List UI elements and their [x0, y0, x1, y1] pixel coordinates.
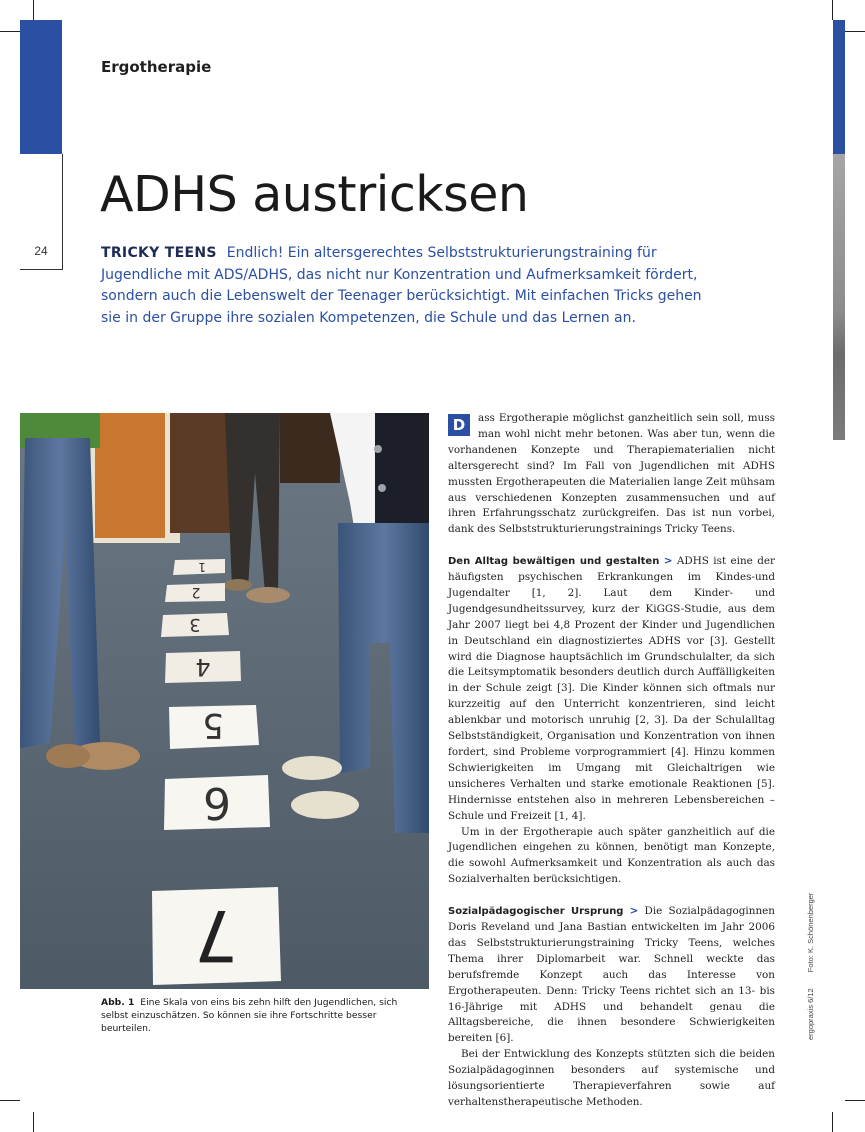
crop-mark — [0, 1100, 20, 1101]
caption-label: Abb. 1 — [101, 997, 135, 1008]
edge-photo-strip — [833, 154, 845, 440]
paragraph-text: Bei der Entwicklung des Konzepts stützten sich die beiden Sozialpädagoginnen besonders auf systemische und lösungsorientierte Therapieverfahren sowie auf verhaltenstherapeutische Methoden. — [448, 1048, 775, 1108]
kicker: TRICKY TEENS — [101, 245, 217, 261]
arrow-icon: > — [663, 555, 673, 568]
body-column — [448, 411, 775, 1111]
paragraph-text: Die Sozialpädagoginnen Doris Reveland und Jana Bastian entwickelten im Jahr 2006 das Selbststrukturierungstraining Tricky Teens, welches Thema ihrer Diplomarbeit war. Schnell weckte das berufsfremde Konzept auch das Interesse von Ergotherapeuten. Denn: Tricky Teens richtet sich an 13- bis 16-Jährige mit ADHS und behandelt genau die Alltagsbereiche, die ihnen besondere Schwierigkeiten bereiten [6]. — [448, 905, 775, 1045]
card-number: 7 — [193, 894, 239, 976]
crop-mark — [845, 31, 865, 32]
photo-illustration — [20, 413, 429, 989]
figure-caption — [101, 996, 419, 1035]
drop-cap: D — [448, 414, 470, 436]
paragraph-text: ADHS ist eine der häufigsten psychischen Erkrankungen im Kindes-und Jugendalter [1, 2]. Laut dem Kinder- und Jugendgesundheitssurvey, kurz der KiGGS-Studie, aus dem Jahr 2007 liegt bei 4,8 Prozent der Kinder und Jugendlichen in Deutschland ein diagnostiziertes ADHS vor [3]. Gestellt wird die Diagnose hauptsächlich im Grundschulalter, da sich die Leitsymptomatik besonders deutlich durch Auffälligkeiten in der Schule zeigt [3]. Die Kinder können sich oftmals nur kurzzeitig auf den Unterricht konzentrieren, sind leicht ablenkbar und motorisch unruhig [2, 3]. Da der Schulalltag Selbstständigkeit, Organisation und Konzentration von ihnen fordert, sind Probleme vorprogrammiert [4]. Hinzu kommen Schwierigkeiten im Umgang mit Gleichaltrigen wie unsicheres Verhalten und starke emotionale Reaktionen [5]. Hindernisse entstehen also in mehreren Lebensbereichen – Schule und Freizeit [1, 4]. — [448, 555, 775, 822]
section-paragraph — [448, 904, 775, 1047]
article-photo — [20, 413, 429, 989]
article-title: ADHS austricksen — [100, 166, 529, 223]
arrow-icon: > — [629, 905, 639, 918]
margin-rule — [62, 154, 63, 270]
crop-mark — [845, 1100, 865, 1101]
lead-text: Endlich! Ein altersgerechtes Selbststrukturierungstraining für Jugendliche mit ADS/ADHS, das nicht nur Konzentration und Aufmerksamkeit fördert, sondern auch die Lebenswelt der Teenager berücksichtigt. Mit einfachen Tricks gehen sie in der Gruppe ihre sozialen Kompetenzen, die Schule und das Lernen an. — [101, 245, 702, 326]
section-color-bar — [20, 20, 62, 154]
caption-text: Eine Skala von eins bis zehn hilft den Jugendlichen, sich selbst einzuschätzen. So können sie ihre Fortschritte besser beurteilen. — [101, 997, 398, 1034]
intro-paragraph — [448, 411, 775, 538]
subheading: Sozialpädagogischer Ursprung — [448, 906, 624, 918]
crop-mark — [832, 1112, 833, 1132]
card-number: 5 — [202, 705, 224, 745]
crop-mark — [0, 31, 20, 32]
section-paragraph — [448, 554, 775, 824]
paragraph-text: Um in der Ergotherapie auch später ganzheitlich auf die Jugendlichen eingehen zu können, benötigt man Konzepte, die sowohl Aufmerksamkeit und Konzentration als auch das Sozialverhalten berücksichtigen. — [448, 825, 775, 886]
photo-credit: Foto: K. Schönenberger — [806, 892, 815, 973]
crop-mark — [832, 0, 833, 20]
subheading: Den Alltag bewältigen und gestalten — [448, 556, 660, 568]
crop-mark — [33, 1112, 34, 1132]
journal-issue: ergopraxis 6/12 — [806, 988, 815, 1040]
crop-mark — [33, 0, 34, 20]
intro-text: ass Ergotherapie möglichst ganzheitlich sein soll, muss man wohl nicht mehr betonen. Was aber tun, wenn die vorhandenen Konzepte und Therapiematerialien nicht altersgerecht sind? Im Fall von Jugendlichen mit ADHS mussten Ergotherapeuten die Materialien lange Zeit mühsam aus verschiedenen Konzepten zusammensuchen und auf ihren Erfahrungsschatz zurückgreifen. Das ist nun vorbei, dank des Selbststrukturierungstrainings Tricky Teens. — [448, 412, 775, 536]
card-number: 4 — [195, 653, 211, 681]
card-number: 2 — [191, 584, 201, 600]
card-number: 6 — [203, 777, 231, 828]
page-number-rule — [20, 269, 62, 270]
edge-color-bar — [833, 20, 845, 154]
section-label: Ergotherapie — [101, 58, 212, 76]
page-number: 24 — [34, 244, 48, 258]
side-credit — [806, 879, 815, 1040]
card-number: 1 — [198, 560, 206, 574]
lead-paragraph — [101, 243, 711, 329]
card-number: 3 — [189, 614, 201, 635]
